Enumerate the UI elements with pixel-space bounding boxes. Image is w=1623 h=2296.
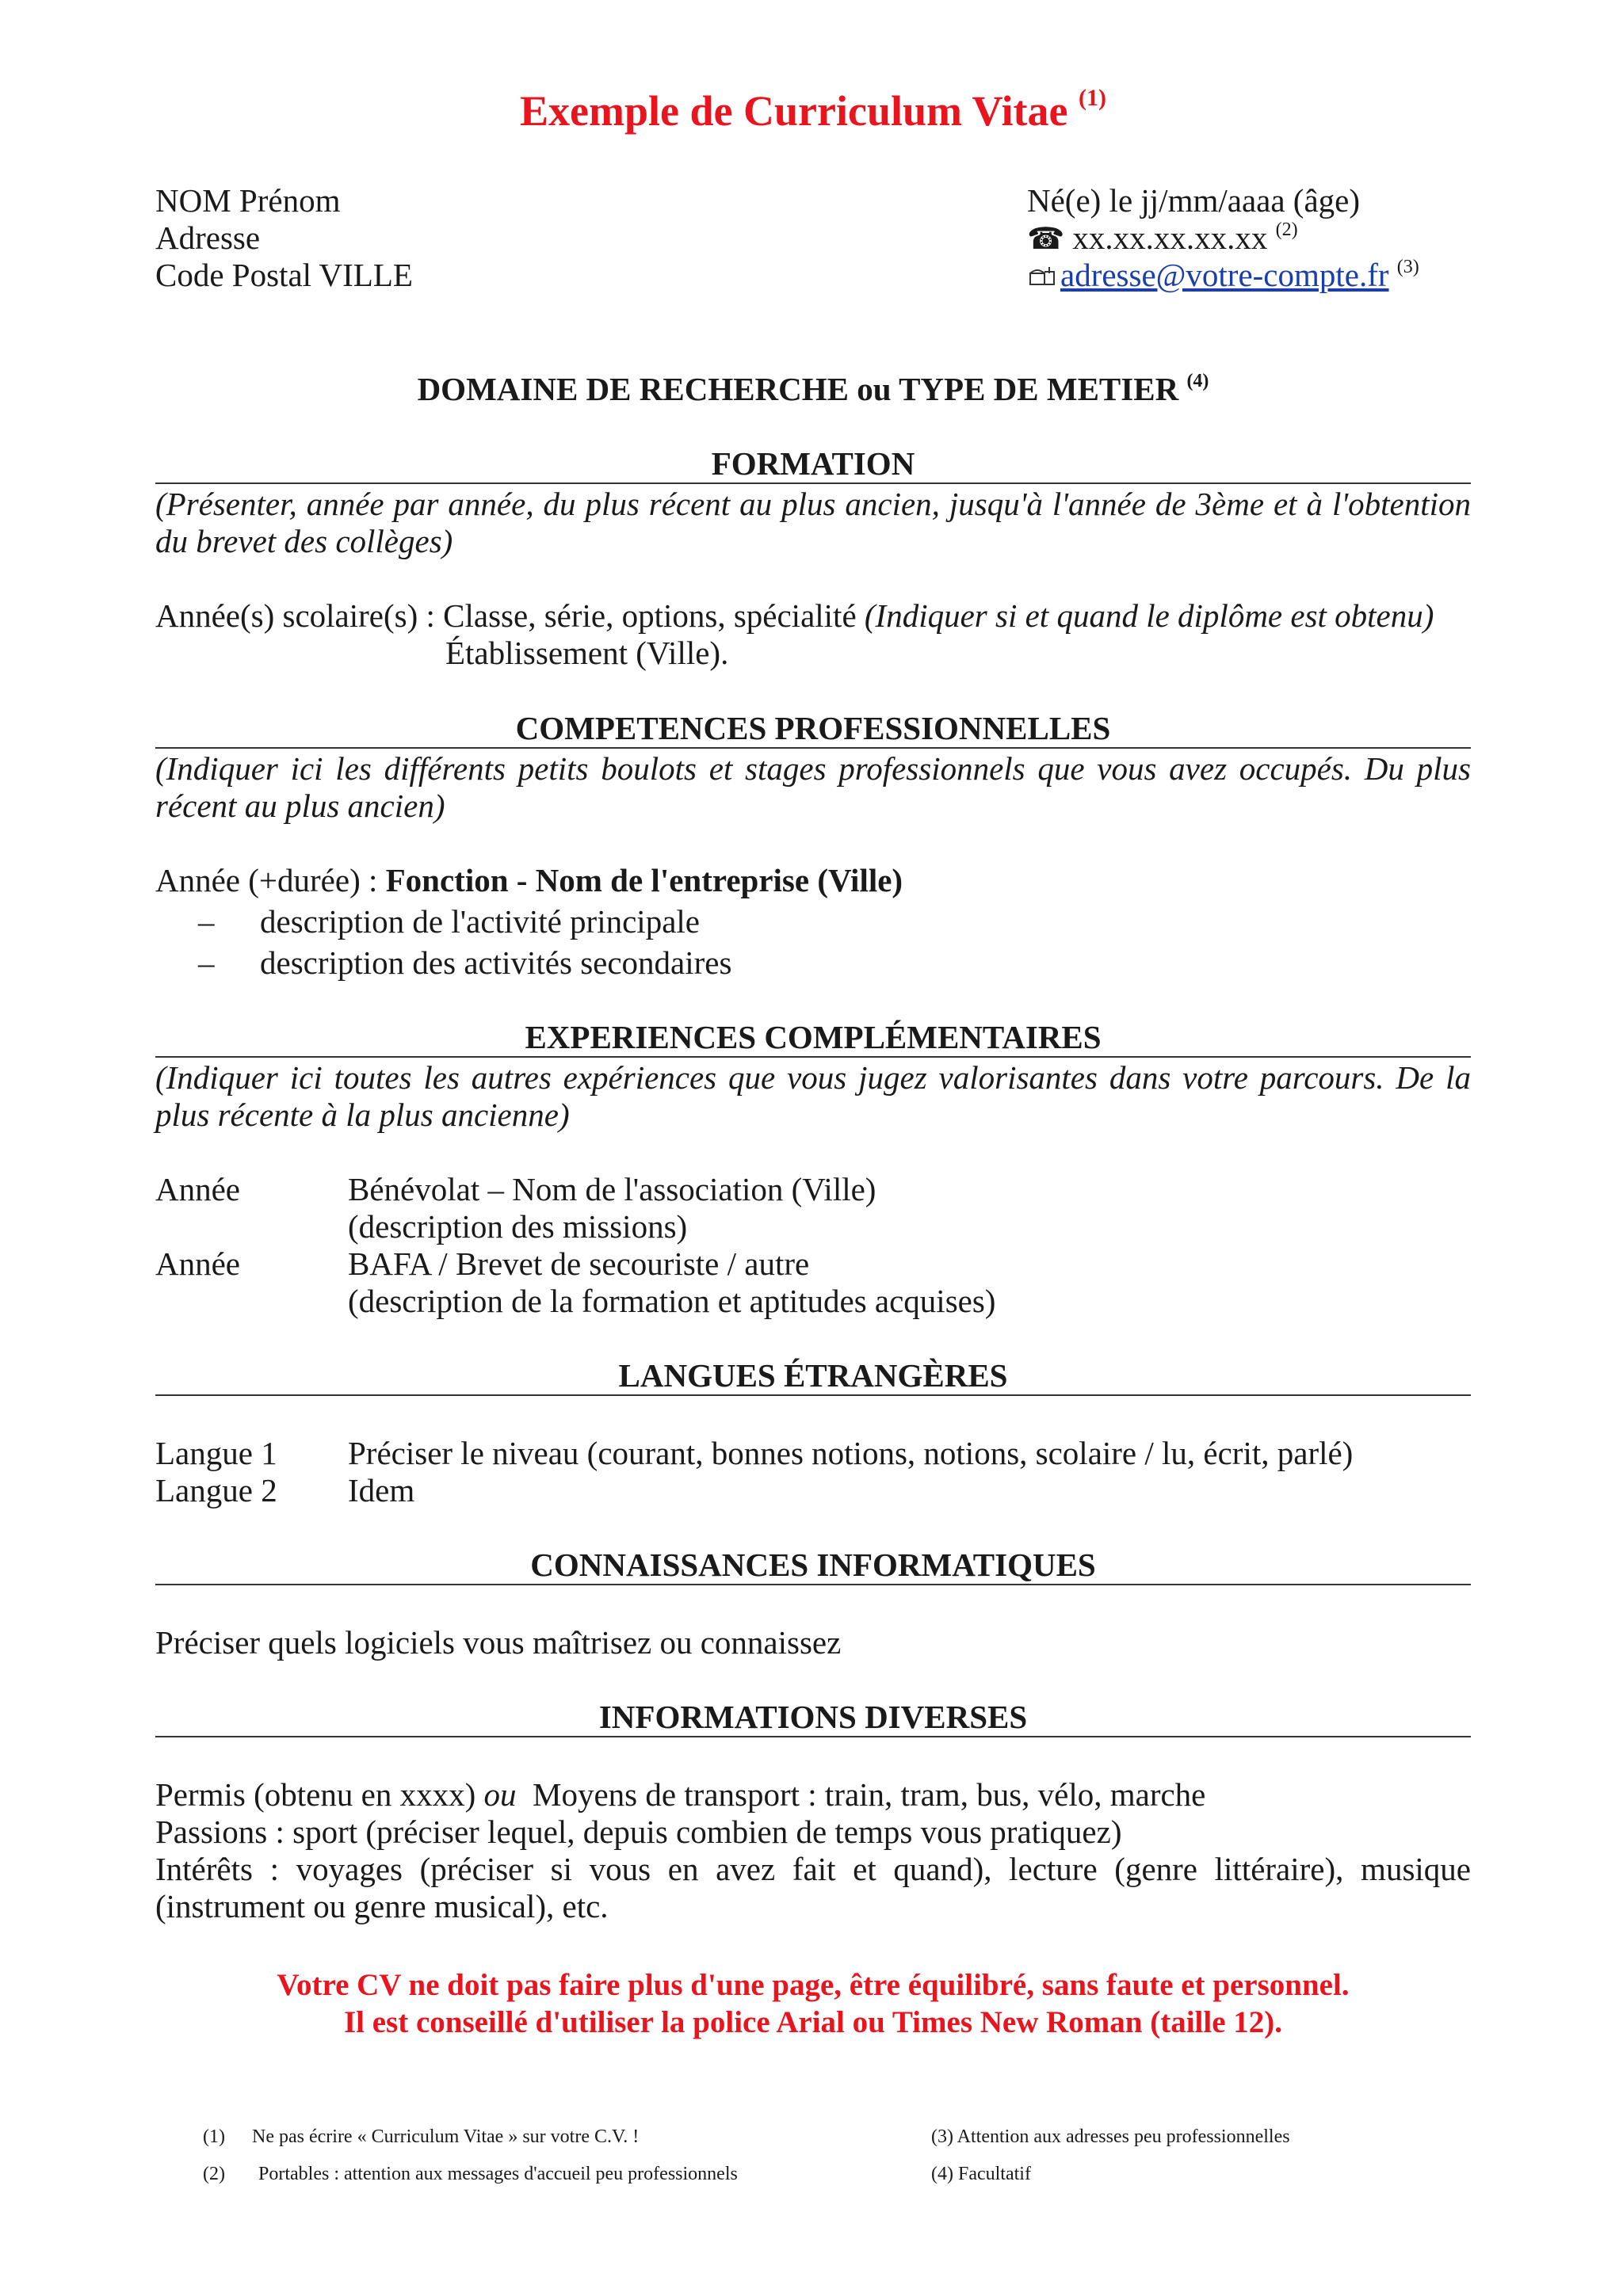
formation-line-2: Établissement (Ville). <box>445 635 729 671</box>
experience-desc: (description des missions) <box>348 1208 688 1245</box>
competences-heading: COMPETENCES PROFESSIONNELLES <box>155 710 1471 749</box>
birth-line: Né(e) le jj/mm/aaaa (âge) <box>1027 182 1360 219</box>
competences-bullet <box>155 944 731 982</box>
email-link[interactable]: adresse@votre-compte.fr <box>1060 257 1389 293</box>
domain-heading <box>155 371 1471 408</box>
divers-interets: Intérêts : voyages (préciser si vous en avez fait et quand), lecture (genre littéraire), musique (instrument ou genre musical), etc. <box>155 1851 1471 1924</box>
divers-heading: INFORMATIONS DIVERSES <box>155 1699 1471 1737</box>
experience-row-desc <box>155 1208 687 1245</box>
dash-icon: – <box>198 944 215 981</box>
footnote-2 <box>203 2163 738 2185</box>
informatique-text: Préciser quels logiciels vous maîtrisez ou connaissez <box>155 1624 842 1661</box>
footnote-text: Portables : attention aux messages d'accueil peu professionnels <box>258 2164 738 2184</box>
phone-icon: ☎ <box>1027 223 1065 256</box>
email-footnote-ref: (3) <box>1396 257 1419 278</box>
footnote-number: (1) <box>203 2126 225 2147</box>
experience-year: Année <box>155 1171 241 1207</box>
formation-note: (Présenter, année par année, du plus récent au plus ancien, jusqu'à l'année de 3ème et à l'obtention du brevet des collèges) <box>155 486 1471 559</box>
footnote-4: (4) Facultatif <box>931 2164 1031 2184</box>
formation-heading: FORMATION <box>155 445 1471 484</box>
identity-right <box>1027 182 1419 294</box>
footnote-1 <box>203 2126 639 2148</box>
phone-number: xx.xx.xx.xx.xx <box>1072 219 1268 256</box>
identity-left <box>155 182 413 294</box>
phone-footnote-ref: (2) <box>1275 219 1298 241</box>
langue-name: Langue 1 <box>155 1435 277 1471</box>
competences-note: (Indiquer ici les différents petits boulots et stages professionnels que vous avez occupés. Du plus récent au plus ancien) <box>155 750 1471 824</box>
divers-transport: Moyens de transport : train, tram, bus, vélo, marche <box>516 1776 1206 1813</box>
formation-class: Classe, série, options, spécialité <box>443 597 865 634</box>
informatique-heading: CONNAISSANCES INFORMATIQUES <box>155 1547 1471 1585</box>
langue-row <box>155 1435 1353 1472</box>
langues-heading: LANGUES ÉTRANGÈRES <box>155 1357 1471 1396</box>
competences-bullet-text: description de l'activité principale <box>260 903 700 940</box>
experience-title: BAFA / Brevet de secouriste / autre <box>348 1245 810 1282</box>
formation-line-1 <box>155 597 1434 635</box>
warning-line-1: Votre CV ne doit pas faire plus d'une page, être équilibré, sans faute et personnel. <box>277 1968 1350 2002</box>
competences-bullet-text: description des activités secondaires <box>260 944 732 981</box>
dash-icon: – <box>198 903 215 940</box>
experience-row <box>155 1245 809 1283</box>
langue-level: Préciser le niveau (courant, bonnes notions, notions, scolaire / lu, écrit, parlé) <box>348 1435 1354 1471</box>
formation-diploma-hint: (Indiquer si et quand le diplôme est obtenu) <box>864 597 1434 634</box>
competences-bullet <box>155 903 700 940</box>
competences-job: Fonction - Nom de l'entreprise (Ville) <box>385 862 903 898</box>
experiences-heading: EXPERIENCES COMPLÉMENTAIRES <box>155 1019 1471 1058</box>
divers-permis: Permis (obtenu en xxxx) <box>155 1776 484 1813</box>
phone-line <box>1027 219 1419 257</box>
competences-year-label: Année (+durée) : <box>155 862 386 898</box>
experiences-note: (Indiquer ici toutes les autres expériences que vous jugez valorisantes dans votre parcours. De la plus récente à la plus ancienne) <box>155 1059 1471 1133</box>
divers-passions: Passions : sport (préciser lequel, depuis combien de temps vous pratiquez) <box>155 1814 1122 1850</box>
experience-row <box>155 1171 876 1208</box>
title-footnote-ref: (1) <box>1078 85 1106 111</box>
divers-ou: ou <box>483 1776 517 1813</box>
experience-desc: (description de la formation et aptitudes acquises) <box>348 1283 996 1319</box>
title-text: Exemple de Curriculum Vitae <box>520 87 1068 135</box>
langue-level: Idem <box>348 1472 415 1508</box>
address-line: Adresse <box>155 219 261 256</box>
page-title <box>155 86 1471 136</box>
email-line <box>1027 257 1419 294</box>
experience-title: Bénévolat – Nom de l'association (Ville) <box>348 1171 876 1207</box>
mailbox-icon <box>1027 264 1059 288</box>
warning-line-2: Il est conseillé d'utiliser la police Arial ou Times New Roman (taille 12). <box>343 2005 1282 2039</box>
footnote-text: Ne pas écrire « Curriculum Vitae » sur votre C.V. ! <box>252 2126 640 2147</box>
formation-year-label: Année(s) scolaire(s) : <box>155 597 444 634</box>
footnote-number: (2) <box>203 2164 225 2184</box>
competences-job-line <box>155 862 903 899</box>
langue-row <box>155 1472 414 1509</box>
footnote-3: (3) Attention aux adresses peu professionnelles <box>931 2126 1290 2147</box>
city-line: Code Postal VILLE <box>155 257 413 293</box>
experience-row-desc <box>155 1283 995 1320</box>
divers-permis-line <box>155 1776 1205 1814</box>
langue-name: Langue 2 <box>155 1472 277 1508</box>
experience-year: Année <box>155 1245 241 1282</box>
name-line: NOM Prénom <box>155 182 341 219</box>
domain-footnote-ref: (4) <box>1186 371 1209 392</box>
domain-text: DOMAINE DE RECHERCHE ou TYPE DE METIER <box>417 371 1179 407</box>
